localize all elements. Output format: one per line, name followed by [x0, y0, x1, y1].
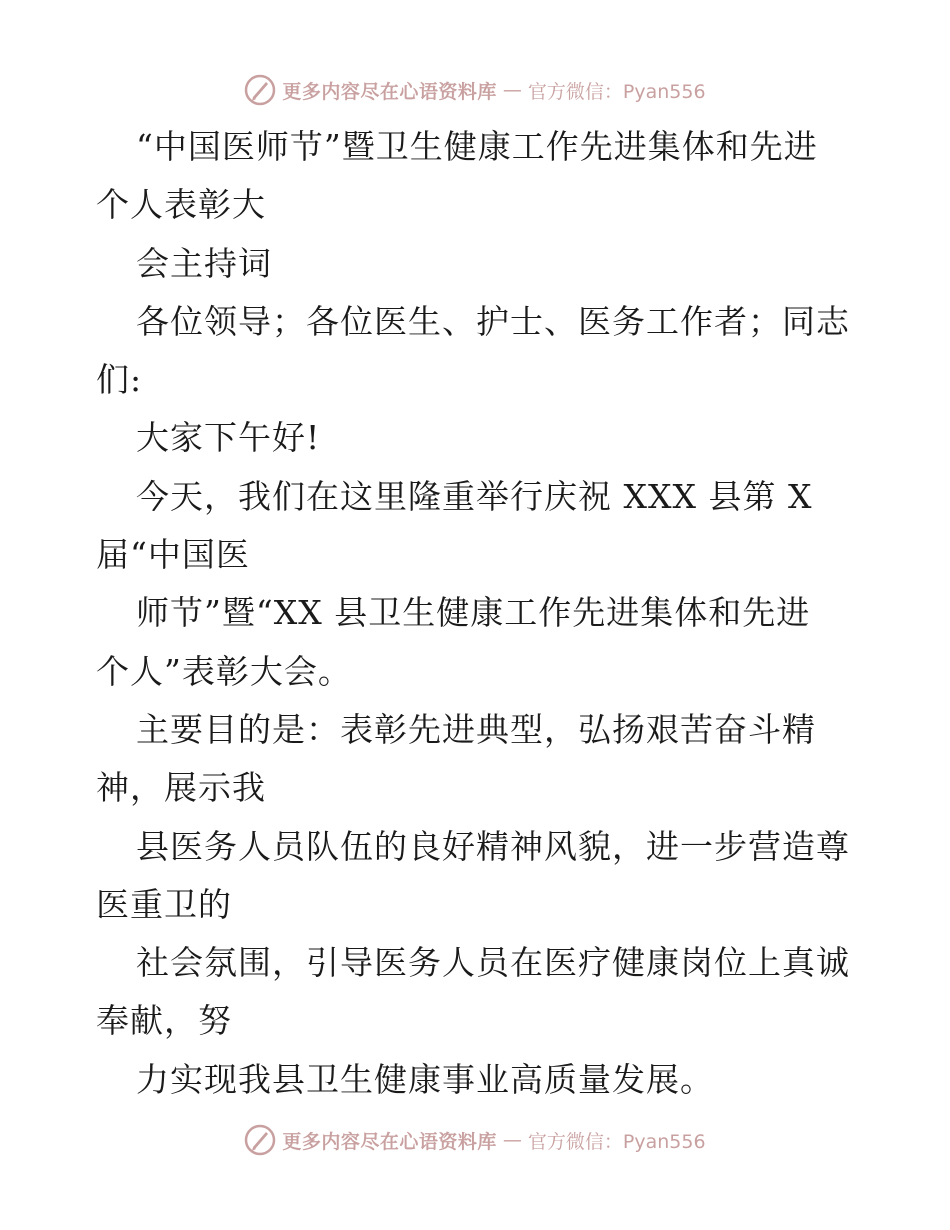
watermark-contact: 官方微信：Pyan556 — [527, 80, 706, 103]
text-line: 个人表彰大 — [96, 185, 266, 225]
text-line: 们: — [96, 360, 143, 400]
text-line: 今天，我们在这里隆重举行庆祝 XXX 县第 X — [136, 476, 813, 516]
text-line: “中国医师节”暨卫生健康工作先进集体和先进 — [136, 127, 818, 166]
watermark-separator: — — [502, 79, 522, 101]
text-line: 会主持词 — [136, 243, 272, 283]
watermark-separator: — — [502, 1129, 522, 1151]
text-line: 社会氛围，引导医务人员在医疗健康岗位上真诚 — [136, 943, 850, 983]
watermark-text: 更多内容尽在心语资料库 — [282, 1130, 497, 1153]
text-line: 届“中国医 — [96, 535, 250, 575]
quill-pen-logo-icon — [244, 1124, 276, 1156]
text-line: 个人”表彰大会。 — [96, 651, 352, 691]
quill-pen-logo-icon — [244, 74, 276, 106]
watermark-text: 更多内容尽在心语资料库 — [282, 80, 497, 103]
text-line: 师节”暨“XX 县卫生健康工作先进集体和先进 — [136, 593, 811, 633]
text-line: 县医务人员队伍的良好精神风貌，进一步营造尊 — [136, 826, 850, 866]
text-line: 主要目的是：表彰先进典型，弘扬艰苦奋斗精 — [136, 709, 816, 749]
watermark-contact: 官方微信：Pyan556 — [527, 1130, 706, 1153]
text-line: 力实现我县卫生健康事业高质量发展。 — [136, 1059, 714, 1099]
text-line: 大家下午好! — [136, 418, 321, 458]
document-body — [96, 118, 866, 1109]
text-line: 奉献，努 — [96, 1001, 232, 1041]
footer-watermark — [0, 1120, 950, 1160]
text-line: 医重卫的 — [96, 884, 232, 924]
header-watermark — [0, 70, 950, 110]
text-line: 神，展示我 — [96, 768, 266, 808]
text-line: 各位领导；各位医生、护士、医务工作者；同志 — [136, 301, 850, 341]
